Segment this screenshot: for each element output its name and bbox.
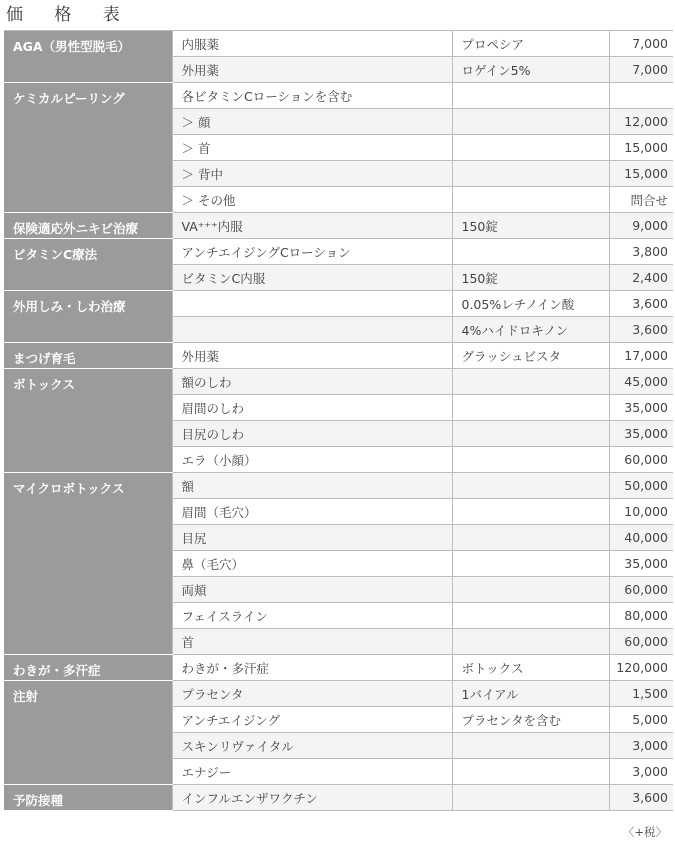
price-cell: 7,000 bbox=[609, 31, 673, 57]
price-cell: 35,000 bbox=[609, 551, 673, 577]
table-row bbox=[4, 655, 673, 681]
note-cell bbox=[452, 551, 609, 577]
item-cell: プラセンタ bbox=[172, 681, 452, 707]
price-cell: 80,000 bbox=[609, 603, 673, 629]
item-cell: 首 bbox=[172, 629, 452, 655]
note-cell bbox=[452, 421, 609, 447]
price-cell: 3,000 bbox=[609, 759, 673, 785]
category-cell: ビタミンC療法 bbox=[4, 239, 172, 291]
category-cell: 保険適応外ニキビ治療 bbox=[4, 213, 172, 239]
table-row bbox=[4, 291, 673, 317]
item-cell: 目尻 bbox=[172, 525, 452, 551]
table-row bbox=[4, 785, 673, 811]
price-cell: 3,600 bbox=[609, 291, 673, 317]
price-cell: 120,000 bbox=[609, 655, 673, 681]
item-cell: エラ（小顔） bbox=[172, 447, 452, 473]
note-cell: プラセンタを含む bbox=[452, 707, 609, 733]
item-cell: 眉間（毛穴） bbox=[172, 499, 452, 525]
category-cell: ケミカルピーリング bbox=[4, 83, 172, 213]
note-cell: ボトックス bbox=[452, 655, 609, 681]
price-cell: 60,000 bbox=[609, 577, 673, 603]
price-cell: 35,000 bbox=[609, 395, 673, 421]
price-cell: 1,500 bbox=[609, 681, 673, 707]
note-cell bbox=[452, 369, 609, 395]
item-cell: 眉間のしわ bbox=[172, 395, 452, 421]
table-row bbox=[4, 239, 673, 265]
item-cell: アンチエイジングCローション bbox=[172, 239, 452, 265]
category-cell: AGA（男性型脱毛） bbox=[4, 31, 172, 83]
note-cell bbox=[452, 525, 609, 551]
item-cell: ＞ 首 bbox=[172, 135, 452, 161]
price-table bbox=[4, 30, 673, 811]
item-cell: インフルエンザワクチン bbox=[172, 785, 452, 811]
page-title: 価 格 表 bbox=[6, 5, 133, 25]
price-cell: 3,600 bbox=[609, 317, 673, 343]
note-cell bbox=[452, 161, 609, 187]
price-cell: 15,000 bbox=[609, 161, 673, 187]
note-cell bbox=[452, 135, 609, 161]
price-cell: 50,000 bbox=[609, 473, 673, 499]
note-cell bbox=[452, 187, 609, 213]
item-cell: フェイスライン bbox=[172, 603, 452, 629]
note-cell bbox=[452, 447, 609, 473]
category-cell: わきが・多汗症 bbox=[4, 655, 172, 681]
note-cell bbox=[452, 733, 609, 759]
price-cell: 45,000 bbox=[609, 369, 673, 395]
item-cell: 目尻のしわ bbox=[172, 421, 452, 447]
note-cell: プロペシア bbox=[452, 31, 609, 57]
note-cell: ロゲイン5% bbox=[452, 57, 609, 83]
price-cell: 3,000 bbox=[609, 733, 673, 759]
note-cell bbox=[452, 499, 609, 525]
price-cell: 60,000 bbox=[609, 629, 673, 655]
note-cell bbox=[452, 759, 609, 785]
note-cell bbox=[452, 629, 609, 655]
price-cell: 17,000 bbox=[609, 343, 673, 369]
table-row bbox=[4, 681, 673, 707]
tax-note: 〈+税〉 bbox=[622, 825, 667, 839]
price-cell bbox=[609, 83, 673, 109]
table-row bbox=[4, 213, 673, 239]
table-row bbox=[4, 343, 673, 369]
note-cell bbox=[452, 603, 609, 629]
item-cell: 外用薬 bbox=[172, 343, 452, 369]
price-cell: 40,000 bbox=[609, 525, 673, 551]
item-cell: アンチエイジング bbox=[172, 707, 452, 733]
price-cell: 問合せ bbox=[609, 187, 673, 213]
table-row bbox=[4, 31, 673, 57]
note-cell bbox=[452, 395, 609, 421]
item-cell: 両頬 bbox=[172, 577, 452, 603]
price-cell: 3,600 bbox=[609, 785, 673, 811]
price-cell: 9,000 bbox=[609, 213, 673, 239]
price-cell: 15,000 bbox=[609, 135, 673, 161]
note-cell: 1バイアル bbox=[452, 681, 609, 707]
item-cell: ＞ 顔 bbox=[172, 109, 452, 135]
note-cell: グラッシュビスタ bbox=[452, 343, 609, 369]
price-cell: 2,400 bbox=[609, 265, 673, 291]
note-cell: 4%ハイドロキノン bbox=[452, 317, 609, 343]
item-cell: VA⁺⁺⁺内服 bbox=[172, 213, 452, 239]
price-cell: 60,000 bbox=[609, 447, 673, 473]
price-cell: 35,000 bbox=[609, 421, 673, 447]
item-cell: 各ビタミンCローションを含む bbox=[172, 83, 452, 109]
item-cell: ＞ その他 bbox=[172, 187, 452, 213]
item-cell: ビタミンC内服 bbox=[172, 265, 452, 291]
note-cell bbox=[452, 109, 609, 135]
note-cell bbox=[452, 577, 609, 603]
item-cell: ＞ 背中 bbox=[172, 161, 452, 187]
price-table-body bbox=[4, 31, 673, 811]
note-cell bbox=[452, 239, 609, 265]
category-cell: 外用しみ・しわ治療 bbox=[4, 291, 172, 343]
note-cell bbox=[452, 83, 609, 109]
table-row bbox=[4, 369, 673, 395]
item-cell: 鼻（毛穴） bbox=[172, 551, 452, 577]
category-cell: 注射 bbox=[4, 681, 172, 785]
item-cell: エナジー bbox=[172, 759, 452, 785]
item-cell: 額のしわ bbox=[172, 369, 452, 395]
note-cell: 150錠 bbox=[452, 265, 609, 291]
item-cell bbox=[172, 317, 452, 343]
note-cell: 0.05%レチノイン酸 bbox=[452, 291, 609, 317]
price-cell: 12,000 bbox=[609, 109, 673, 135]
item-cell: スキンリヴァイタル bbox=[172, 733, 452, 759]
category-cell: ボトックス bbox=[4, 369, 172, 473]
table-row bbox=[4, 473, 673, 499]
price-cell: 7,000 bbox=[609, 57, 673, 83]
price-cell: 3,800 bbox=[609, 239, 673, 265]
table-row bbox=[4, 83, 673, 109]
item-cell: 内服薬 bbox=[172, 31, 452, 57]
category-cell: まつげ育毛 bbox=[4, 343, 172, 369]
category-cell: 予防接種 bbox=[4, 785, 172, 811]
note-cell bbox=[452, 473, 609, 499]
item-cell bbox=[172, 291, 452, 317]
note-cell bbox=[452, 785, 609, 811]
item-cell: 外用薬 bbox=[172, 57, 452, 83]
price-cell: 5,000 bbox=[609, 707, 673, 733]
item-cell: わきが・多汗症 bbox=[172, 655, 452, 681]
note-cell: 150錠 bbox=[452, 213, 609, 239]
price-cell: 10,000 bbox=[609, 499, 673, 525]
item-cell: 額 bbox=[172, 473, 452, 499]
category-cell: マイクロボトックス bbox=[4, 473, 172, 655]
